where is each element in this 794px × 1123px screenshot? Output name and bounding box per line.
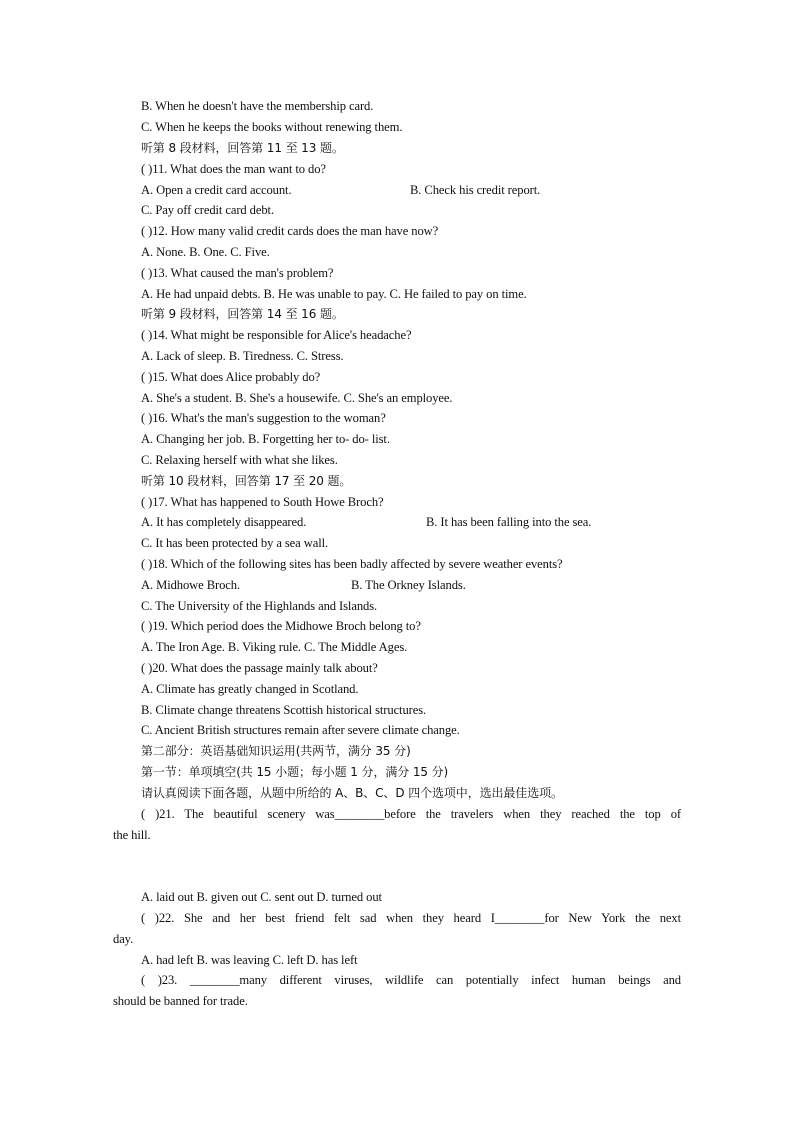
option-c-q11: C. Pay off credit card debt. — [141, 203, 275, 217]
option-a-q18: A. Midhowe Broch. — [141, 578, 241, 592]
question-23: ( )23. ________many different viruses, wildlife can potentially infect human beings and — [141, 973, 681, 987]
option-b-q17: B. It has been falling into the sea. — [426, 515, 592, 529]
option-c-q18: C. The University of the Highlands and Islands. — [141, 599, 378, 613]
instructions: 请认真阅读下面各题，从题中所给的 A、B、C、D 四个选项中，选出最佳选项。 — [141, 786, 563, 800]
question-11: ( )11. What does the man want to do? — [141, 162, 326, 176]
question-14: ( )14. What might be responsible for Alice's headache? — [141, 328, 412, 342]
question-22: ( )22. She and her best friend felt sad when they heard I________for New York the next — [141, 911, 681, 925]
options-q19: A. The Iron Age. B. Viking rule. C. The Middle Ages. — [141, 640, 408, 654]
section-heading-material-10: 听第 10 段材料，回答第 17 至 20 题。 — [141, 474, 352, 488]
options-q13: A. He had unpaid debts. B. He was unable to pay. C. He failed to pay on time. — [141, 287, 527, 301]
option-c-q20: C. Ancient British structures remain after severe climate change. — [141, 723, 460, 737]
section-one-heading: 第一节：单项填空(共 15 小题；每小题 1 分，满分 15 分) — [141, 765, 449, 779]
option-b-q18: B. The Orkney Islands. — [351, 578, 466, 592]
question-18: ( )18. Which of the following sites has been badly affected by severe weather events? — [141, 557, 563, 571]
options-q22: A. had left B. was leaving C. left D. has left — [141, 953, 358, 967]
option-b-q20: B. Climate change threatens Scottish historical structures. — [141, 703, 427, 717]
option-a-q11: A. Open a credit card account. — [141, 183, 292, 197]
question-21: ( )21. The beautiful scenery was________before the travelers when they reached the top of — [141, 807, 681, 821]
question-22-continued: day. — [113, 932, 134, 946]
option-a-q17: A. It has completely disappeared. — [141, 515, 307, 529]
question-13: ( )13. What caused the man's problem? — [141, 266, 334, 280]
section-heading-material-8: 听第 8 段材料，回答第 11 至 13 题。 — [141, 141, 344, 155]
question-12: ( )12. How many valid credit cards does the man have now? — [141, 224, 439, 238]
question-15: ( )15. What does Alice probably do? — [141, 370, 321, 384]
section-heading-material-9: 听第 9 段材料，回答第 14 至 16 题。 — [141, 307, 344, 321]
option-b-q11: B. Check his credit report. — [410, 183, 541, 197]
options-q21: A. laid out B. given out C. sent out D. turned out — [141, 890, 382, 904]
options-q12: A. None. B. One. C. Five. — [141, 245, 270, 259]
option-b-q10: B. When he doesn't have the membership card. — [141, 99, 374, 113]
option-c-q17: C. It has been protected by a sea wall. — [141, 536, 329, 550]
option-c-q16: C. Relaxing herself with what she likes. — [141, 453, 338, 467]
question-21-continued: the hill. — [113, 828, 151, 842]
question-17: ( )17. What has happened to South Howe Broch? — [141, 495, 384, 509]
part-two-heading: 第二部分：英语基础知识运用(共两节，满分 35 分) — [141, 744, 411, 758]
question-20: ( )20. What does the passage mainly talk about? — [141, 661, 378, 675]
options-q14: A. Lack of sleep. B. Tiredness. C. Stress. — [141, 349, 344, 363]
question-16: ( )16. What's the man's suggestion to the woman? — [141, 411, 386, 425]
option-c-q10: C. When he keeps the books without renewing them. — [141, 120, 403, 134]
options-ab-q16: A. Changing her job. B. Forgetting her to- do- list. — [141, 432, 390, 446]
options-q15: A. She's a student. B. She's a housewife. C. She's an employee. — [141, 391, 453, 405]
option-a-q20: A. Climate has greatly changed in Scotland. — [141, 682, 359, 696]
question-23-continued: should be banned for trade. — [113, 994, 248, 1008]
question-19: ( )19. Which period does the Midhowe Broch belong to? — [141, 619, 421, 633]
